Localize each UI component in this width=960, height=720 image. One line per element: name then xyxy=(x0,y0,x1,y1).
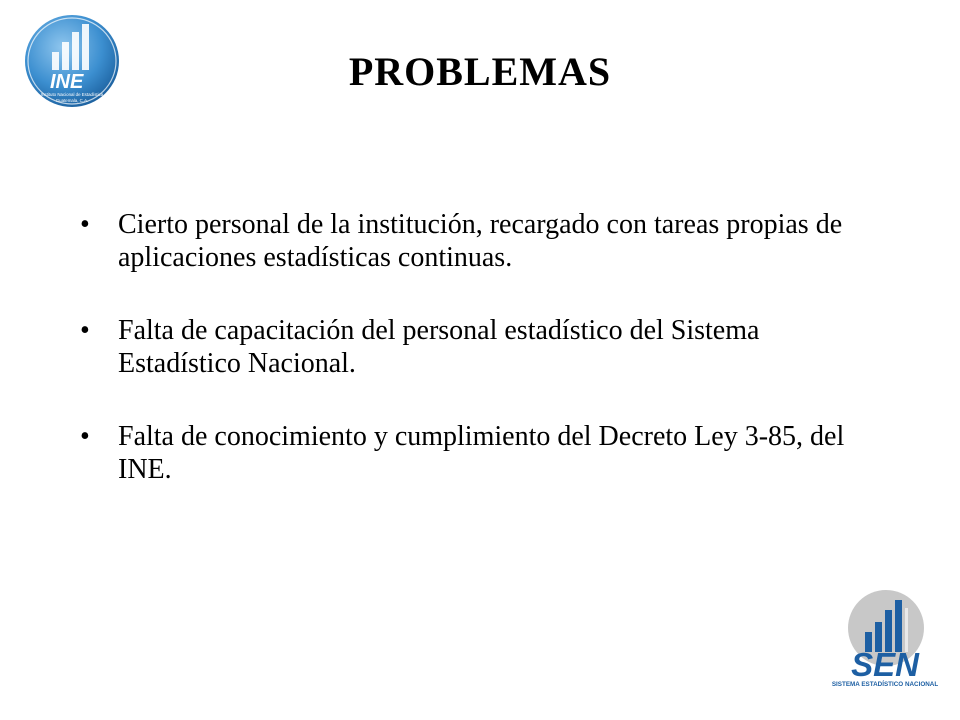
bullet-list xyxy=(80,208,870,526)
bullet-item-2 xyxy=(80,314,870,380)
bullet-text-3: Falta de conocimiento y cumplimiento del Decreto Ley 3-85, del INE. xyxy=(118,421,845,485)
page-title: PROBLEMAS xyxy=(348,49,612,94)
bullet-item-3 xyxy=(80,420,870,486)
bullet-marker: • xyxy=(80,315,90,346)
bullet-marker: • xyxy=(80,209,90,240)
sen-logo-icon xyxy=(832,588,938,690)
ine-wordmark: INE xyxy=(50,71,84,93)
bullet-text-2: Falta de capacitación del personal estadístico del Sistema Estadístico Nacional. xyxy=(118,315,760,379)
sen-wordmark: SEN xyxy=(851,646,919,683)
bullet-item-1 xyxy=(80,208,870,274)
sen-subtitle: SISTEMA ESTADÍSTICO NACIONAL xyxy=(832,681,938,688)
ine-name-line1: Instituto Nacional de Estadística xyxy=(40,92,104,97)
bullet-marker: • xyxy=(80,421,90,452)
ine-name-line2: Guatemala, C.A. xyxy=(55,98,89,103)
bullet-text-1: Cierto personal de la institución, recargado con tareas propias de aplicaciones estadísticas continuas. xyxy=(118,209,843,273)
